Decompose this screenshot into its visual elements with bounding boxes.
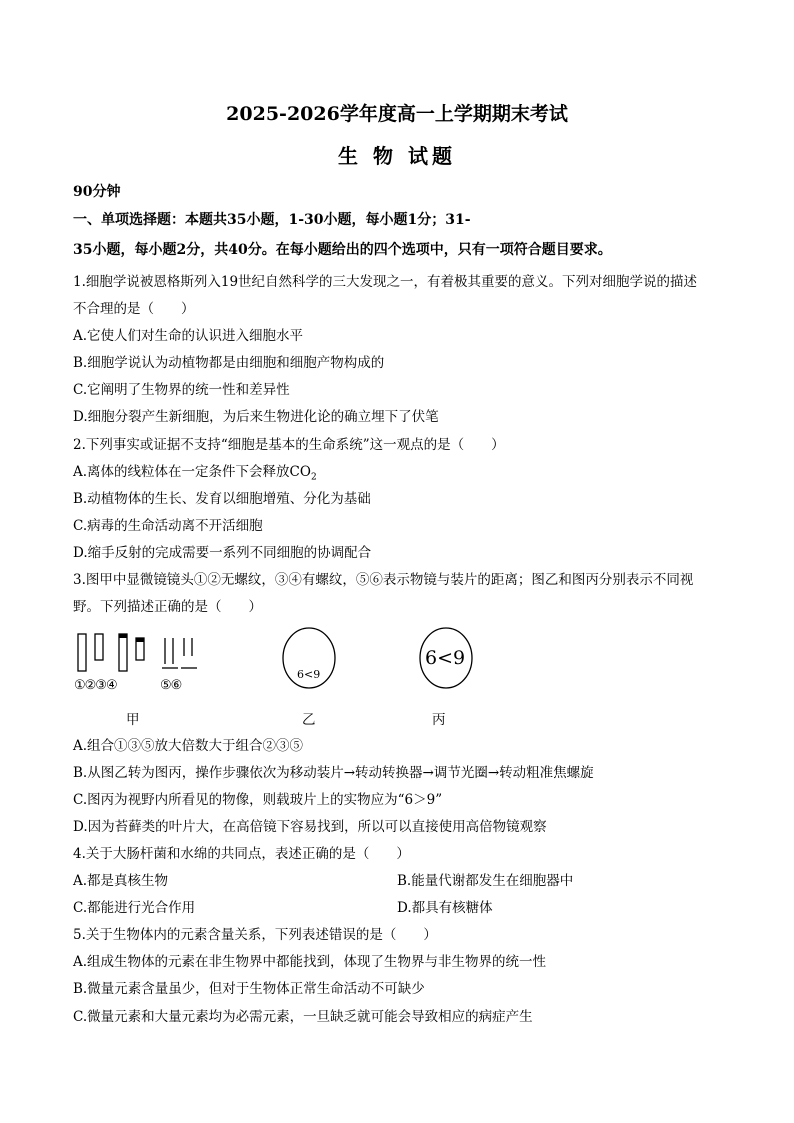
field-yi-text: 6<9: [297, 668, 321, 681]
q5-option-c: C.微量元素和大量元素均为必需元素，一旦缺乏就可能会导致相应的病症产生: [73, 1009, 533, 1025]
section-instructions-line1: 一、单项选择题：本题共35小题，1-30小题，每小题1分；31-: [73, 212, 471, 228]
q1-option-c: C.它阐明了生物界的统一性和差异性: [73, 382, 290, 398]
q2-option-a: [73, 463, 317, 487]
q2-option-b: B.动植物体的生长、发育以细胞增殖、分化为基础: [73, 491, 371, 507]
q3-option-a: A.组合①③⑤放大倍数大于组合②③⑤: [73, 738, 304, 754]
q4-option-c: C.都能进行光合作用: [73, 900, 196, 916]
lens-1-icon: [78, 634, 86, 671]
q1-stem-line1: 1.细胞学说被恩格斯列入19世纪自然科学的三大发现之一，有着极其重要的意义。下列对细胞学说的描述: [73, 274, 698, 290]
exam-duration: 90分钟: [73, 184, 121, 200]
q2-option-a-text: A.离体的线粒体在一定条件下会释放CO: [73, 464, 311, 480]
q1-option-b: B.细胞学说认为动植物都是由细胞和细胞产物构成的: [73, 355, 385, 371]
q3-option-b: B.从图乙转为图丙，操作步骤依次为移动装片→转动转换器→调节光圈→转动粗准焦螺旋: [73, 765, 594, 781]
exam-title: 2025-2026学年度高一上学期期末考试: [226, 103, 568, 125]
q5-option-a: A.组成生物体的元素在非生物界中都能找到，体现了生物界与非生物界的统一性: [73, 954, 547, 970]
q1-option-a: A.它使人们对生命的认识进入细胞水平: [73, 328, 304, 344]
section-instructions-line2: 35小题，每小题2分，共40分。在每小题给出的四个选项中，只有一项符合题目要求。: [73, 242, 612, 258]
q2-option-a-subscript: 2: [310, 472, 317, 483]
q4-option-b: B.能量代谢都发生在细胞器中: [397, 873, 574, 889]
figure-label-bing: 丙: [432, 712, 446, 728]
q3-option-c: C.图丙为视野内所看见的物像，则载玻片上的实物应为“6＞9”: [73, 792, 443, 808]
figure-label-jia: 甲: [126, 712, 140, 728]
q4-stem: 4.关于大肠杆菌和水绵的共同点，表述正确的是（ ）: [73, 846, 410, 862]
lens-4-thread-icon: [136, 638, 144, 642]
q1-stem-line2: 不合理的是（ ）: [73, 301, 195, 317]
lens-number-labels: ①②③④: [74, 678, 117, 693]
q2-option-d: D.缩手反射的完成需要一系列不同细胞的协调配合: [73, 545, 372, 561]
q4-option-d: D.都具有核糖体: [397, 900, 493, 916]
q3-stem-line2: 野。下列描述正确的是（ ）: [73, 599, 262, 615]
distance-number-labels: ⑤⑥: [160, 678, 182, 693]
q3-stem-line1: 3.图甲中显微镜镜头①②无螺纹，③④有螺纹，⑤⑥表示物镜与装片的距离；图乙和图丙分别表示不同视: [73, 572, 694, 588]
q5-stem: 5.关于生物体内的元素含量关系，下列表述错误的是（ ）: [73, 927, 437, 943]
q2-option-c: C.病毒的生命活动离不开活细胞: [73, 518, 263, 534]
q4-option-a: A.都是真核生物: [73, 873, 169, 889]
figure-label-yi: 乙: [302, 712, 316, 728]
q2-stem: 2.下列事实或证据不支持“细胞是基本的生命系统”这一观点的是（ ）: [73, 437, 505, 453]
subject-title: 生 物 试题: [338, 144, 456, 168]
microscope-figure: [60, 624, 500, 730]
q5-option-b: B.微量元素含量虽少，但对于生物体正常生命活动不可缺少: [73, 981, 425, 997]
lens-2-icon: [95, 634, 103, 660]
q3-option-d: D.因为苔藓类的叶片大，在高倍镜下容易找到，所以可以直接使用高倍物镜观察: [73, 819, 547, 835]
lens-3-thread-icon: [119, 634, 127, 638]
lens-3-icon: [119, 634, 127, 671]
field-bing-text: 6<9: [425, 647, 466, 669]
q1-option-d: D.细胞分裂产生新细胞，为后来生物进化论的确立埋下了伏笔: [73, 409, 439, 425]
